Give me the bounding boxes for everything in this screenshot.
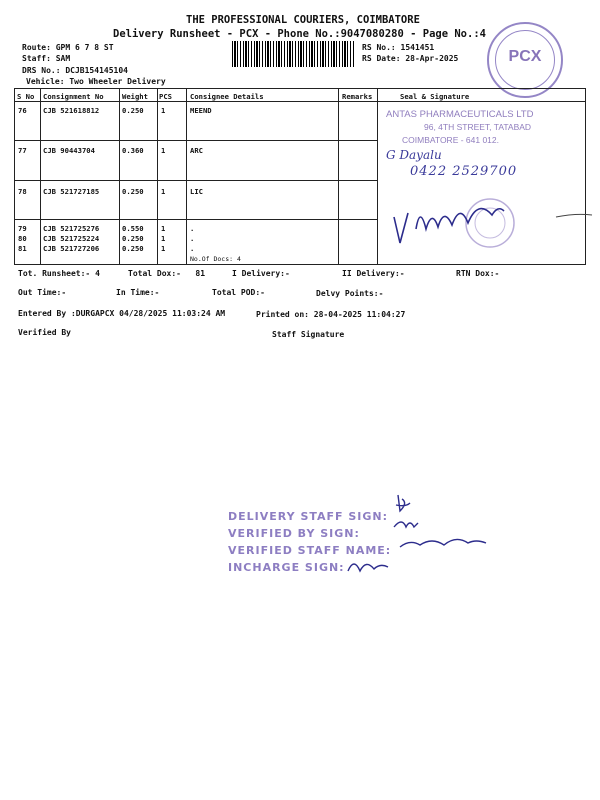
vehicle-text: Vehicle: Two Wheeler Delivery [26, 77, 166, 86]
row-consignee: MEEND [190, 106, 212, 115]
rs-number: RS No.: 1541451 [362, 43, 435, 52]
rtn-dox: RTN Dox:- [456, 269, 500, 278]
rs-date: RS Date: 28-Apr-2025 [362, 54, 459, 63]
col-header-weight: Weight [122, 92, 148, 101]
row-pcs: 1 [161, 146, 166, 155]
col-divider [40, 88, 41, 264]
row-consignee: . [190, 224, 195, 233]
row-consignment: CJB 521725224 [43, 234, 100, 243]
company-seal-stamp [386, 108, 533, 147]
route-text: Route: GPM 6 7 8 ST [22, 43, 114, 52]
row-consignee: ARC [190, 146, 203, 155]
printed-on: Printed on: 28-04-2025 11:04:27 [256, 310, 406, 319]
row-weight: 0.360 [122, 146, 144, 155]
row-sno: 79 [18, 224, 27, 233]
barcode [232, 41, 354, 67]
col-header-consignment: Consignment No [43, 92, 104, 101]
stamp-verified-staff-name: VERIFIED STAFF NAME: [228, 544, 392, 557]
row-pcs: 1 [161, 224, 166, 233]
entered-by: Entered By :DURGAPCX 04/28/2025 11:03:24 AM [18, 309, 226, 318]
row-consignment: CJB 521727206 [43, 244, 100, 253]
seal-line: ANTAS PHARMACEUTICALS LTD [386, 109, 534, 120]
col-divider [338, 88, 339, 264]
col-divider [377, 88, 378, 264]
company-title: THE PROFESSIONAL COURIERS, COIMBATORE [186, 14, 420, 26]
total-runsheet: Tot. Runsheet:- 4 [18, 269, 100, 278]
seal-line: COIMBATORE - 641 012. [402, 135, 499, 145]
row-consignee: . [190, 234, 195, 243]
signature-scribble [380, 185, 600, 265]
row-pcs: 1 [161, 106, 166, 115]
row-consignee: LIC [190, 187, 203, 196]
row-pcs: 1 [161, 187, 166, 196]
row-pcs: 1 [161, 234, 166, 243]
in-time: In Time:- [116, 288, 160, 297]
col-header-sno: S No [17, 92, 35, 101]
row-divider [14, 180, 378, 181]
table-border-left [14, 88, 15, 265]
table-top-line [14, 88, 585, 89]
seal-line: 96, 4TH STREET, TATABAD [424, 122, 532, 132]
row-divider [14, 219, 378, 220]
delvy-points: Delvy Points:- [316, 289, 384, 298]
runsheet-subtitle: Delivery Runsheet - PCX - Phone No.:9047080280 - Page No.:4 [113, 28, 486, 40]
drs-number: DRS No.: DCJB154145104 [22, 66, 128, 75]
stamp-verified-by-sign: VERIFIED BY SIGN: [228, 527, 360, 540]
row-weight: 0.250 [122, 187, 144, 196]
pcx-stamp [487, 22, 563, 98]
total-pod: Total POD:- [212, 288, 265, 297]
row-consignment: CJB 521725276 [43, 224, 100, 233]
col-header-consignee: Consignee Details [190, 92, 264, 101]
row-pcs: 1 [161, 244, 166, 253]
col-header-seal: Seal & Signature [400, 92, 470, 101]
row-weight: 0.550 [122, 224, 144, 233]
row-consignment: CJB 90443704 [43, 146, 95, 155]
staff-text: Staff: SAM [22, 54, 71, 63]
row-consignment: CJB 521618812 [43, 106, 100, 115]
i-delivery: I Delivery:- [232, 269, 290, 278]
row-consignee: . [190, 244, 195, 253]
pcx-stamp-text: PCX [508, 48, 542, 65]
ii-delivery: II Delivery:- [342, 269, 405, 278]
row-sno: 76 [18, 106, 27, 115]
row-sno: 80 [18, 234, 27, 243]
row-sno: 81 [18, 244, 27, 253]
handwritten-name: G Dayalu [386, 148, 442, 162]
col-header-pcs: PCS [159, 92, 172, 101]
col-divider [157, 88, 158, 264]
col-divider [186, 88, 187, 264]
row-sno: 78 [18, 187, 27, 196]
table-header-line [14, 101, 585, 102]
row-weight: 0.250 [122, 244, 144, 253]
col-divider [119, 88, 120, 264]
out-time: Out Time:- [18, 288, 67, 297]
row-weight: 0.250 [122, 234, 144, 243]
stamp-incharge-sign: INCHARGE SIGN: [228, 561, 345, 574]
total-dox: Total Dox:- 81 [128, 269, 206, 278]
col-header-remarks: Remarks [342, 92, 373, 101]
row-sno: 77 [18, 146, 27, 155]
row-weight: 0.250 [122, 106, 144, 115]
round-seal-icon [466, 199, 514, 247]
handwritten-phone: 0422 2529700 [410, 164, 518, 179]
verified-by: Verified By [18, 328, 71, 337]
stamp-delivery-staff-sign: DELIVERY STAFF SIGN: [228, 510, 389, 523]
docs-count: No.Of Docs: 4 [190, 255, 241, 263]
staff-signature: Staff Signature [272, 330, 345, 339]
row-consignment: CJB 521727185 [43, 187, 100, 196]
bottom-signatures [340, 485, 500, 585]
row-divider [14, 140, 378, 141]
